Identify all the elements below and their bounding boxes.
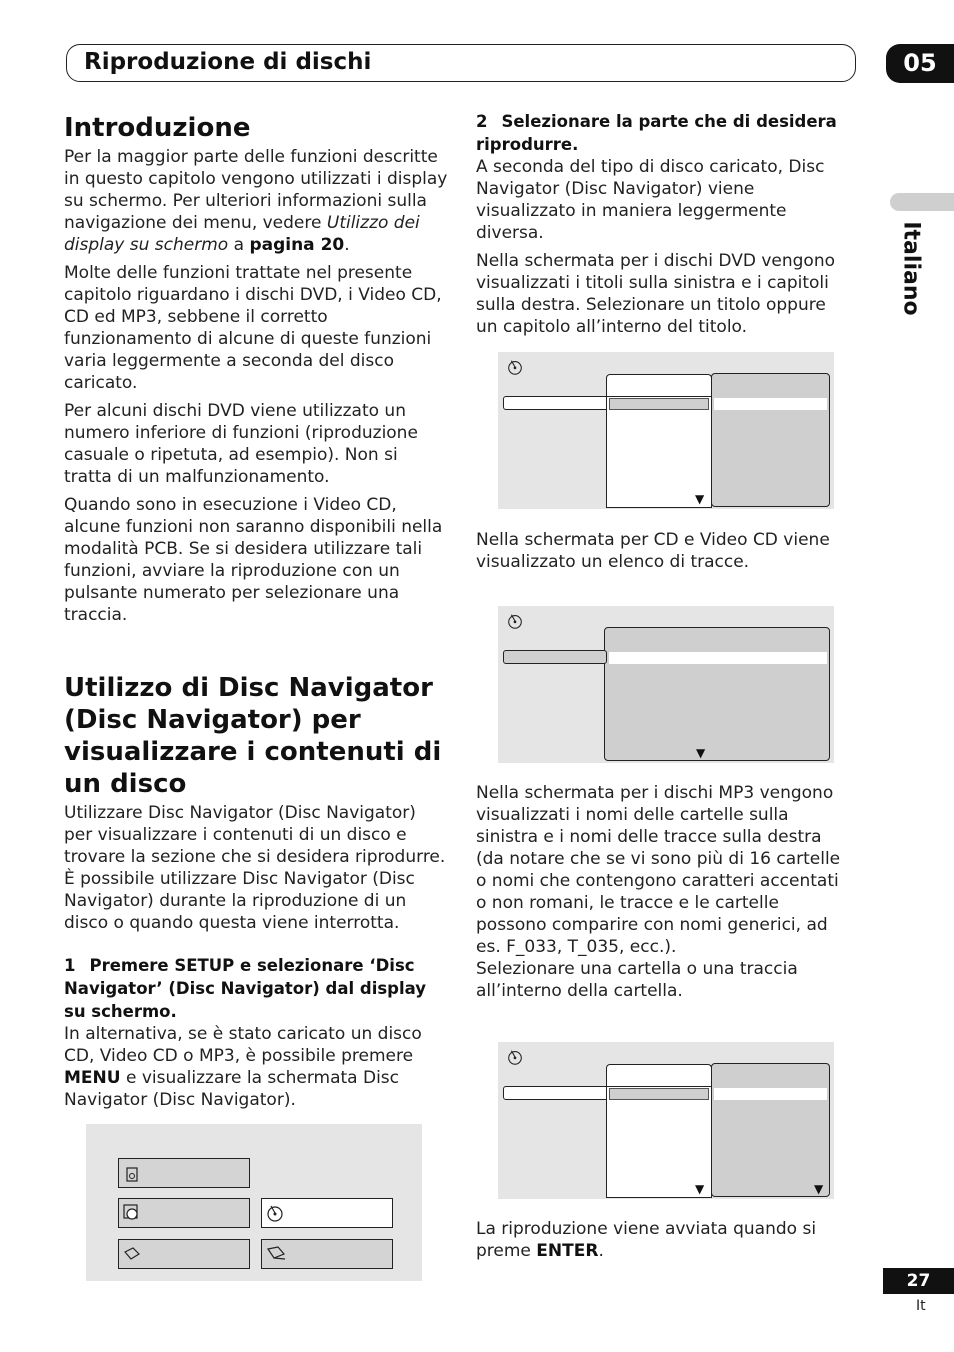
- folders-scroll-down-arrow-icon[interactable]: ▼: [695, 1182, 705, 1196]
- cd-selected-row[interactable]: [503, 650, 607, 664]
- final-end: .: [598, 1241, 604, 1261]
- dvd-titles-header: [606, 374, 712, 396]
- chapter-title: Riproduzione di dischi: [84, 49, 372, 75]
- disc-navigator-icon: [506, 358, 524, 376]
- tracks-scroll-down-arrow-icon[interactable]: ▼: [814, 1182, 824, 1196]
- language-tab: [890, 193, 954, 211]
- mp3-track-highlight[interactable]: [714, 1088, 827, 1100]
- intro-paragraph-4: Quando sono in esecuzione i Video CD, alcune funzioni non saranno disponibili nella modalità PCB. Se si desidera utilizzare tali funzioni, avviare la riproduzione con un pulsante numerato per selezionare una traccia.: [64, 495, 443, 625]
- mp3-tracks-panel: [711, 1063, 830, 1197]
- mp3-screen-caption: [476, 782, 852, 1002]
- setup-menu-item-play-mode[interactable]: [118, 1198, 250, 1228]
- step-1-text: Premere SETUP e selezionare ‘Disc Navigator’ (Disc Navigator) dal display su schermo.: [64, 956, 427, 1021]
- disc-navigator-icon: [506, 1048, 524, 1066]
- step-2-title: [476, 110, 852, 156]
- step-1-title: [64, 954, 449, 1023]
- intro-paragraph-3: Per alcuni dischi DVD viene utilizzato un numero inferiore di funzioni (riproduzione casuale o ripetuta, ad esempio). Non si tratta di un malfunzionamento.: [64, 401, 418, 487]
- setup-menu-item-initial-settings[interactable]: [118, 1239, 250, 1269]
- setup-menu-item-audio[interactable]: [118, 1158, 250, 1188]
- disc-navigator-heading: Utilizzo di Disc Navigator (Disc Navigator) per visualizzare i contenuti di un disco: [64, 673, 442, 799]
- language-label: [896, 218, 926, 328]
- chapter-header-bar: [66, 44, 856, 82]
- wrench-icon: [122, 1244, 142, 1264]
- cd-track-highlight[interactable]: [609, 652, 827, 664]
- step-2-number: 2: [476, 112, 488, 131]
- scroll-down-arrow-icon[interactable]: ▼: [695, 492, 705, 506]
- intro-p1-end: .: [344, 235, 350, 255]
- mp3-paragraph-1: Nella schermata per i dischi MP3 vengono visualizzati i nomi delle cartelle sulla sinistra e i nomi delle tracce sulla destra (da notare che se vi sono più di 16 cartelle o nomi che contengono caratteri accentati o non romani, le tracce e le cartelle possono comparire con nomi generici, ad es. F_033, T_035, ecc.).: [476, 783, 841, 957]
- step-1-p-text-2: e visualizzare la schermata Disc Navigator (Disc Navigator).: [64, 1068, 400, 1110]
- tv-adjust-icon: [265, 1244, 287, 1264]
- intro-p1-text-2: a: [228, 235, 250, 255]
- step-2-paragraph-2: Nella schermata per i dischi DVD vengono visualizzati i titoli sulla sinistra e i capitoli sulla destra. Selezionare un titolo oppure un capitolo all’interno del titolo.: [476, 251, 836, 337]
- step-2-text: Selezionare la parte che di desidera riprodurre.: [476, 112, 837, 154]
- intro-p1-page-ref: pagina 20: [249, 235, 345, 255]
- cd-tracks-panel: [604, 627, 830, 761]
- page-number: 27: [883, 1268, 954, 1294]
- speaker-icon: [125, 1165, 141, 1183]
- enter-key: ENTER: [536, 1241, 599, 1261]
- step-1-paragraph: [64, 1023, 449, 1111]
- intro-paragraph-1: [64, 146, 449, 256]
- cd-navigator-screen: [498, 606, 834, 763]
- intro-paragraph-2: Molte delle funzioni trattate nel presente capitolo riguardano i dischi DVD, i Video CD, CD ed MP3, sebbene il corretto funzionamento di alcune di queste funzioni varia leggermente a seconda del disco caricato.: [64, 263, 442, 393]
- scroll-down-arrow-icon[interactable]: ▼: [696, 746, 706, 760]
- step-2-paragraph-1: A seconda del tipo di disco caricato, Disc Navigator (Disc Navigator) viene visualizzato in maniera leggermente diversa.: [476, 157, 825, 243]
- page-language-code: It: [916, 1298, 926, 1314]
- setup-menu-screen: [86, 1124, 422, 1281]
- left-column: [64, 112, 449, 1117]
- mp3-folder-highlight[interactable]: [609, 1088, 709, 1100]
- cd-screen-caption: Nella schermata per CD e Video CD viene visualizzato un elenco di tracce.: [476, 530, 830, 572]
- language-label-text: Italiano: [898, 221, 924, 316]
- intro-p1-text: Per la maggior parte delle funzioni descritte in questo capitolo vengono utilizzati i display su schermo. Per ulteriori informazioni sulla navigazione dei menu, vedere: [64, 147, 448, 233]
- mp3-paragraph-2: Selezionare una cartella o una traccia all’interno della cartella.: [476, 959, 798, 1001]
- dvd-chapters-panel: [711, 373, 830, 507]
- disc-navigator-icon: [506, 612, 524, 630]
- mp3-navigator-screen: [498, 1042, 834, 1199]
- disc-navigator-paragraph: Utilizzare Disc Navigator (Disc Navigator) per visualizzare i contenuti di un disco e trovare la sezione che si desidera riprodurre. È possibile utilizzare Disc Navigator (Disc Navigator) durante la riproduzione di un disco o quando questa viene interrotta.: [64, 803, 446, 933]
- dvd-navigator-screen: [498, 352, 834, 509]
- right-column: [476, 110, 852, 344]
- step-1-number: 1: [64, 956, 76, 975]
- dvd-chapter-highlight[interactable]: [714, 398, 827, 410]
- final-paragraph: [476, 1218, 852, 1262]
- intro-heading: Introduzione: [64, 113, 251, 143]
- final-text: La riproduzione viene avviata quando si preme: [476, 1219, 817, 1261]
- mp3-selected-row[interactable]: [503, 1086, 609, 1100]
- step-1-p-text: In alternativa, se è stato caricato un disco CD, Video CD o MP3, è possibile premere: [64, 1024, 422, 1066]
- setup-menu-item-disc-navigator[interactable]: [261, 1198, 393, 1228]
- chapter-number-badge: 05: [886, 44, 954, 83]
- intro-p1-italic: Utilizzo dei display su schermo: [64, 213, 420, 255]
- dvd-selected-row[interactable]: [503, 396, 609, 410]
- step-1-menu-key: MENU: [64, 1068, 121, 1088]
- setup-menu-item-video-adjust[interactable]: [261, 1239, 393, 1269]
- mp3-folders-header: [606, 1064, 712, 1086]
- dvd-title-highlight[interactable]: [609, 398, 709, 410]
- disc-play-icon: [122, 1203, 142, 1223]
- disc-navigator-icon: [265, 1203, 285, 1223]
